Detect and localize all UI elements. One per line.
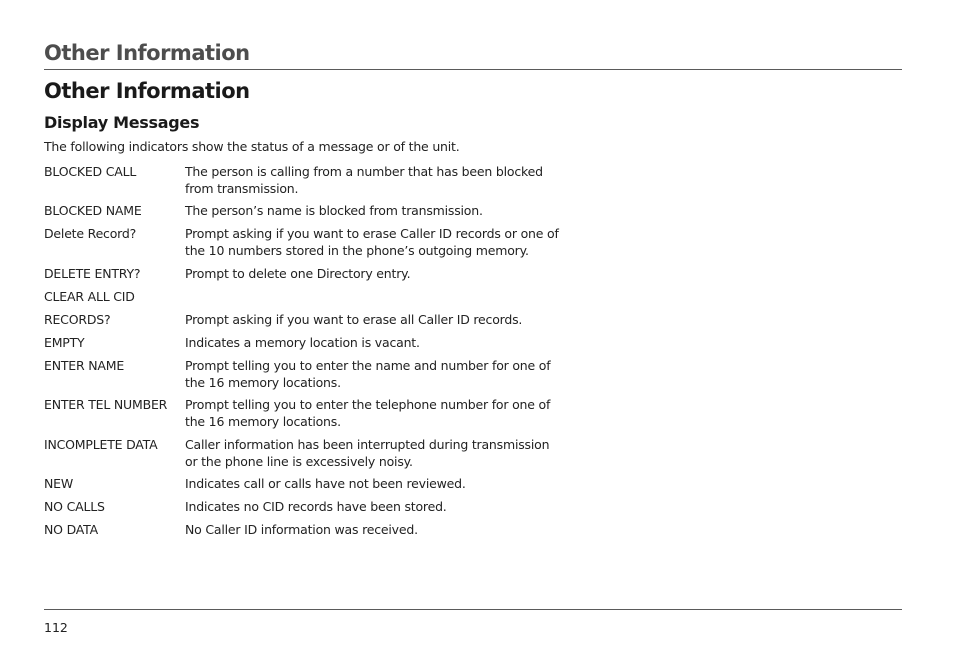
subsection-title: Display Messages (44, 113, 200, 132)
message-term: EMPTY (44, 335, 85, 350)
message-term: BLOCKED NAME (44, 203, 142, 218)
message-term: ENTER TEL NUMBER (44, 397, 168, 412)
message-term: NO CALLS (44, 499, 105, 514)
message-description: Indicates a memory location is vacant. (185, 335, 420, 350)
message-term: ENTER NAME (44, 358, 125, 373)
message-description: Prompt telling you to enter the name and number for one of the 16 memory locations. (185, 358, 551, 390)
message-description: Prompt asking if you want to erase all Caller ID records. (185, 312, 523, 327)
message-term: CLEAR ALL CID (44, 289, 135, 304)
message-description: The person’s name is blocked from transmission. (185, 203, 483, 218)
header-divider (44, 69, 902, 70)
message-term: NEW (44, 476, 74, 491)
message-description: The person is calling from a number that has been blocked from transmission. (185, 164, 543, 196)
intro-text: The following indicators show the status of a message or of the unit. (44, 139, 460, 154)
message-description: Caller information has been interrupted during transmission or the phone line is excessively noisy. (185, 437, 550, 469)
message-term: Delete Record? (44, 226, 137, 241)
message-term: DELETE ENTRY? (44, 266, 141, 281)
message-description: Prompt to delete one Directory entry. (185, 266, 411, 281)
section-title: Other Information (44, 79, 250, 103)
message-description: Prompt asking if you want to erase Caller ID records or one of the 10 numbers stored in the phone’s outgoing memory. (185, 226, 559, 258)
message-term: BLOCKED CALL (44, 164, 137, 179)
message-description: Indicates no CID records have been stored. (185, 499, 447, 514)
message-term: INCOMPLETE DATA (44, 437, 158, 452)
running-header-title: Other Information (44, 41, 250, 65)
message-term: RECORDS? (44, 312, 111, 327)
message-term: NO DATA (44, 522, 98, 537)
footer-divider (44, 609, 902, 610)
message-description: Indicates call or calls have not been reviewed. (185, 476, 466, 491)
page-number: 112 (44, 620, 68, 635)
message-description: No Caller ID information was received. (185, 522, 418, 537)
message-description: Prompt telling you to enter the telephone number for one of the 16 memory locations. (185, 397, 551, 429)
